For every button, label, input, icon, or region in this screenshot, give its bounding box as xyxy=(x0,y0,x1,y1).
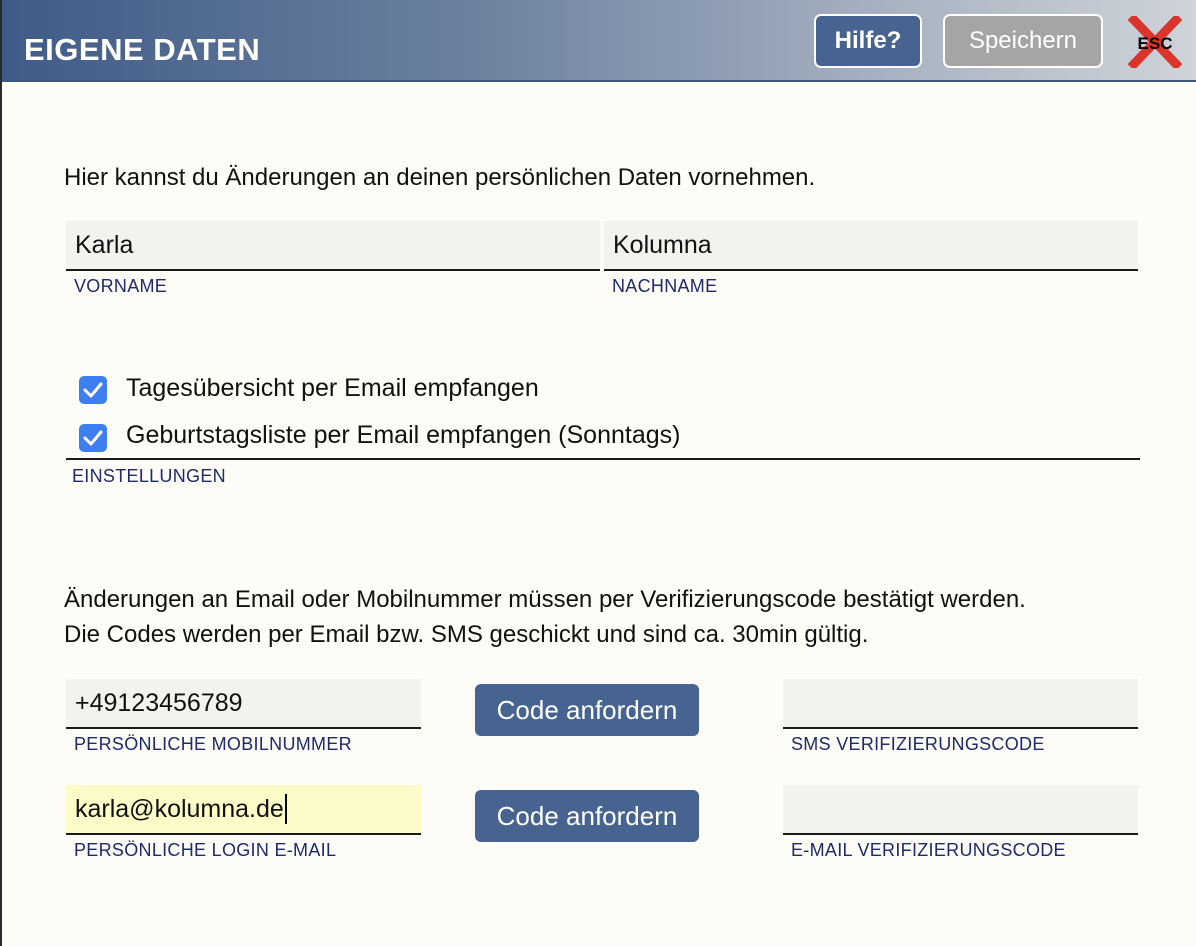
birthday-list-label[interactable]: Geburtstagsliste per Email empfangen (Sonntags) xyxy=(126,421,681,449)
birthday-list-checkbox[interactable] xyxy=(79,424,107,452)
page-title: EIGENE DATEN xyxy=(24,32,261,67)
settings-label: EINSTELLUNGEN xyxy=(72,466,226,486)
settings-divider xyxy=(66,458,1140,460)
request-email-code-button[interactable]: Code anfordern xyxy=(475,790,699,842)
sms-code-input[interactable] xyxy=(783,679,1138,729)
last-name-input[interactable] xyxy=(604,221,1138,271)
login-email-input[interactable] xyxy=(66,785,421,835)
last-name-value: Kolumna xyxy=(613,230,712,259)
first-name-input[interactable] xyxy=(66,221,600,271)
checkmark-icon xyxy=(83,430,103,446)
mobile-number-label: PERSÖNLICHE MOBILNUMMER xyxy=(74,734,352,754)
verification-note-line1: Änderungen an Email oder Mobilnummer müssen per Verifizierungscode bestätigt werden. xyxy=(64,586,1026,613)
checkmark-icon xyxy=(83,382,103,398)
daily-summary-checkbox[interactable] xyxy=(79,376,107,404)
text-caret xyxy=(285,794,287,824)
mobile-number-value: +49123456789 xyxy=(75,688,243,717)
email-code-label: E-MAIL VERIFIZIERUNGSCODE xyxy=(791,840,1066,860)
email-code-input[interactable] xyxy=(783,785,1138,835)
svg-text:ESC: ESC xyxy=(1137,34,1173,53)
mobile-number-input[interactable] xyxy=(66,679,421,729)
verification-note-line2: Die Codes werden per Email bzw. SMS geschickt und sind ca. 30min gültig. xyxy=(64,621,869,648)
intro-text: Hier kannst du Änderungen an deinen persönlichen Daten vornehmen. xyxy=(64,164,816,191)
esc-close-icon[interactable] xyxy=(1128,16,1182,68)
dialog-header xyxy=(2,0,1196,82)
daily-summary-label[interactable]: Tagesübersicht per Email empfangen xyxy=(126,374,539,402)
save-button[interactable]: Speichern xyxy=(943,14,1103,68)
request-sms-code-button[interactable]: Code anfordern xyxy=(475,684,699,736)
last-name-label: NACHNAME xyxy=(612,276,718,296)
sms-code-label: SMS VERIFIZIERUNGSCODE xyxy=(791,734,1045,754)
first-name-label: VORNAME xyxy=(74,276,168,296)
help-button[interactable]: Hilfe? xyxy=(814,14,922,68)
login-email-label: PERSÖNLICHE LOGIN E-MAIL xyxy=(74,840,337,860)
first-name-value: Karla xyxy=(75,230,134,259)
login-email-value: karla@kolumna.de xyxy=(75,794,284,823)
